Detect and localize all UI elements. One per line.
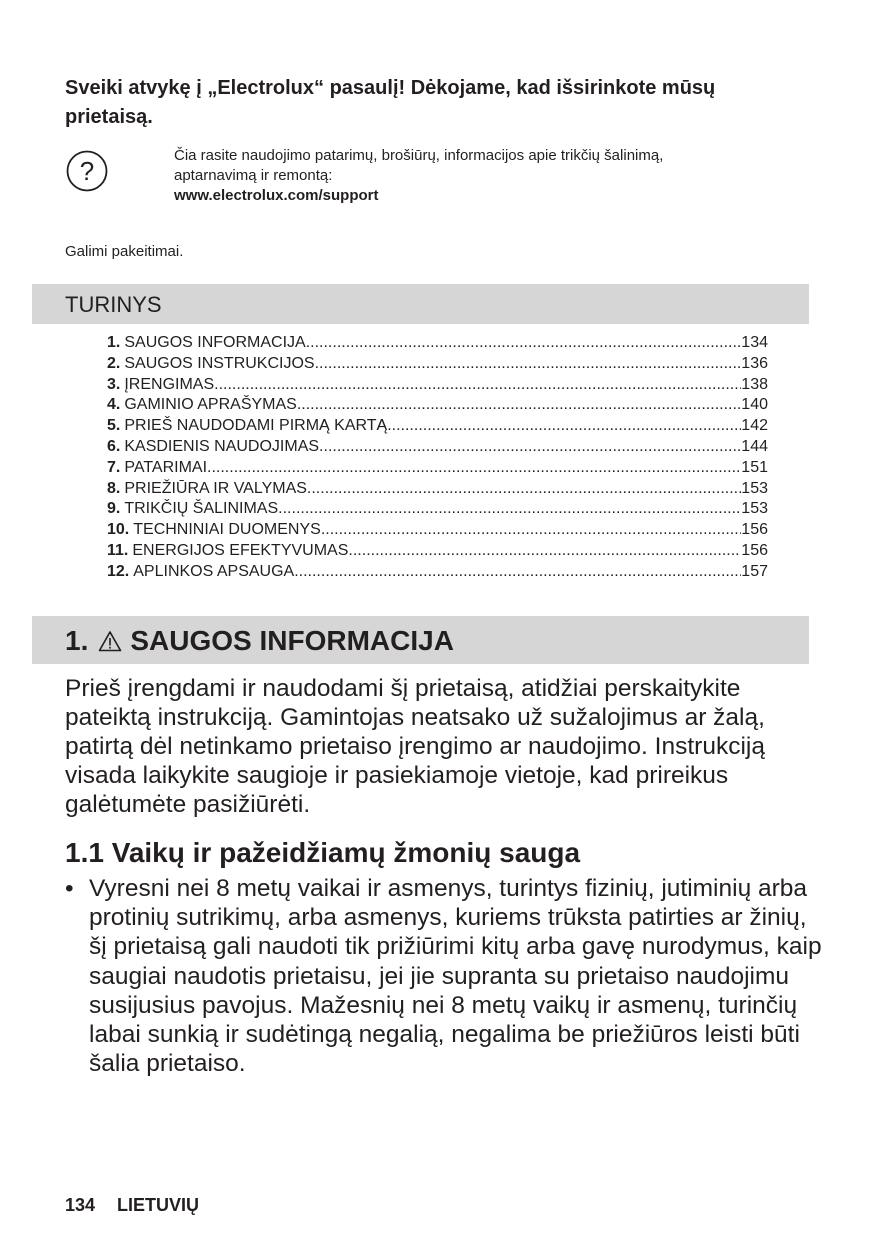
toc-leader-dots [307,479,741,500]
warning-triangle-icon [98,630,122,652]
toc-item-number: 9. [107,500,121,518]
toc-leader-dots [297,395,741,416]
support-text-line2: aptarnavimą ir remontą: [174,167,333,184]
toc-item[interactable] [107,437,768,458]
toc-item-number: 2. [107,354,121,372]
bullet-text: Vyresni nei 8 metų vaikai ir asmenys, turintys fizinių, jutiminių arba protinių sutrikimų, arba asmenys, kuriems trūksta patirties ar žinių, šį prietaisą gali naudoti tik prižiūrimi kitų arba gavę nurodymus, kaip saugiai naudotis prietaisu, jei jie supranta su prietaiso naudojimu susijusius pavojus. Mažesnių nei 8 metų vaikų ir asmenų, turinčių labai sunkią ir sudėtingą negalią, negalima be priežiūros leisti būti šalia prietaiso. [89,875,822,1078]
footer-language: LIETUVIŲ [117,1195,200,1215]
toc-item[interactable] [107,499,768,520]
toc-item-label: TECHNINIAI DUOMENYS [133,521,321,539]
toc-item-label: APLINKOS APSAUGA [133,562,295,580]
toc-item[interactable] [107,541,768,562]
toc-item-number: 4. [107,396,121,414]
page-footer [65,1193,199,1217]
toc-item-label: GAMINIO APRAŠYMAS [124,396,297,414]
toc-item-label: PRIEŠ NAUDODAMI PIRMĄ KARTĄ [124,417,388,435]
bullet-mark: • [65,875,74,902]
toc-leader-dots [315,354,742,375]
toc-leader-dots [214,375,741,396]
toc-item-number: 11. [107,541,129,559]
toc-item-page: 153 [741,500,768,518]
support-link[interactable]: www.electrolux.com/support [174,187,379,204]
toc-item[interactable] [107,416,768,437]
toc-item[interactable] [107,520,768,541]
toc-leader-dots [278,499,741,520]
toc-item-number: 10. [107,521,130,539]
welcome-heading: Sveiki atvykę į „Electrolux“ pasaulį! Dėkojame, kad išsirinkote mūsų prietaisą. [65,77,716,128]
toc-item-number: 8. [107,479,121,497]
toc-leader-dots [294,562,741,583]
svg-text:?: ? [79,156,95,186]
toc-item-number: 3. [107,375,121,393]
toc-item-page: 144 [741,437,768,455]
support-text-line1: Čia rasite naudojimo patarimų, brošiūrų, informacijos apie trikčių šalinimą, [174,147,664,164]
section-number: 1. [65,625,89,656]
support-info [174,146,794,206]
toc-item-label: PRIEŽIŪRA IR VALYMAS [124,479,307,497]
toc-item[interactable] [107,333,768,354]
page-number: 134 [65,1195,96,1215]
toc-item-number: 7. [107,458,121,476]
toc-title: TURINYS [65,292,162,317]
toc-item-page: 153 [741,479,768,497]
section-header-bar [32,616,809,664]
changes-note: Galimi pakeitimai. [65,243,184,260]
toc-item[interactable] [107,562,768,583]
toc-leader-dots [387,416,741,437]
toc-item[interactable] [107,458,768,479]
toc-header-bar [32,284,809,324]
toc-item-number: 1. [107,334,121,351]
toc-item-label: ĮRENGIMAS [124,375,215,393]
toc-item-number: 5. [107,417,121,435]
toc-item-page: 138 [741,375,768,393]
toc-item-page: 156 [741,521,768,539]
toc-item-label: TRIKČIŲ ŠALINIMAS [124,500,279,518]
toc-item-page: 134 [741,334,768,351]
toc-item[interactable] [107,479,768,500]
section-title-text: SAUGOS INFORMACIJA [130,625,454,656]
toc-item-page: 157 [741,562,768,580]
toc-leader-dots [319,437,741,458]
question-icon [66,150,108,192]
toc-item-label: SAUGOS INFORMACIJA [124,334,306,351]
subsection-heading: 1.1 Vaikų ir pažeidžiamų žmonių sauga [65,837,581,868]
toc-item[interactable] [107,354,768,375]
toc-item-label: SAUGOS INSTRUKCIJOS [124,354,315,372]
section-title [65,625,454,657]
toc-leader-dots [207,458,741,479]
toc-item-page: 136 [741,354,768,372]
toc-item[interactable] [107,375,768,396]
toc-item-label: KASDIENIS NAUDOJIMAS [124,437,320,455]
toc-leader-dots [348,541,741,562]
toc-item-label: ENERGIJOS EFEKTYVUMAS [132,541,349,559]
toc-item-page: 151 [741,458,768,476]
toc-item-page: 142 [741,417,768,435]
toc-item[interactable] [107,395,768,416]
toc-item-number: 6. [107,437,121,455]
toc-leader-dots [321,520,741,541]
intro-paragraph: Prieš įrengdami ir naudodami šį prietaisą, atidžiai perskaitykite pateiktą instrukciją. Gamintojas neatsako už sužalojimus ar žalą, patirtą dėl netinkamo prietaiso įrengimo ar naudojimo. Instrukciją visada laikykite saugioje ir pasiekiamoje vietoje, kad prireikus galėtumėte pasižiūrėti. [65,675,765,818]
table-of-contents [107,333,768,583]
toc-item-page: 140 [741,396,768,414]
toc-item-page: 156 [741,541,768,559]
toc-item-number: 12. [107,562,130,580]
toc-item-label: PATARIMAI [124,458,208,476]
toc-leader-dots [306,333,742,354]
